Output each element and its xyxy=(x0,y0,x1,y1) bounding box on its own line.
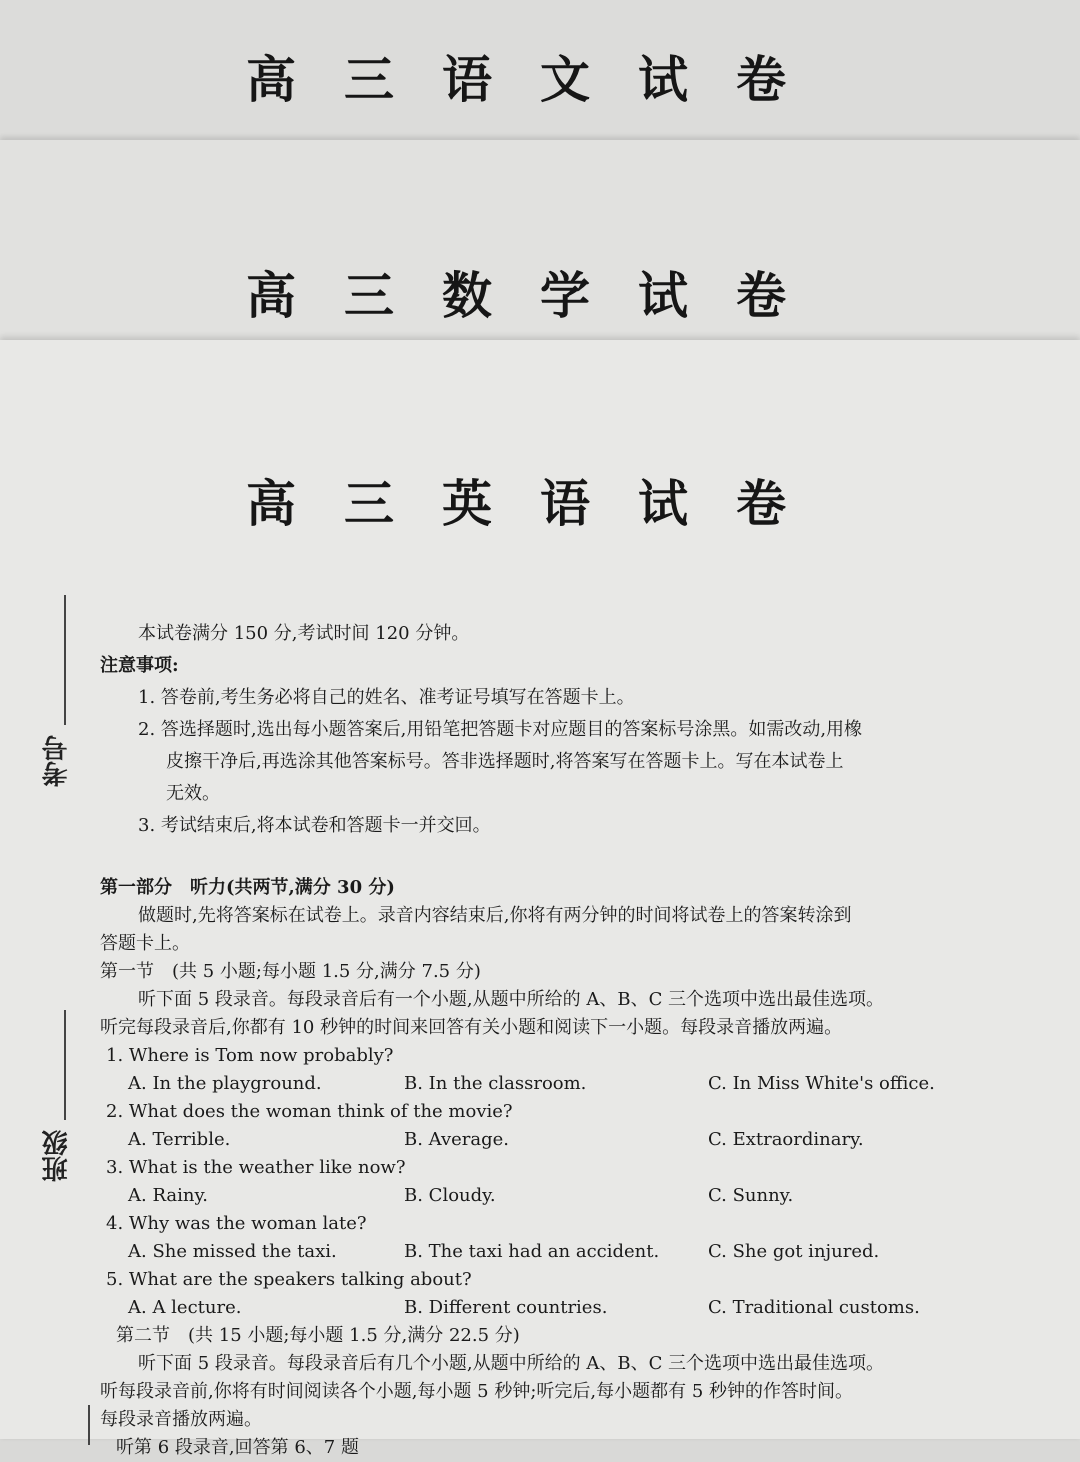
q2-option-b: B. Average. xyxy=(404,1129,509,1150)
q2-option-c: C. Extraordinary. xyxy=(708,1129,864,1150)
exam-intro: 本试卷满分 150 分,考试时间 120 分钟。 xyxy=(138,623,470,644)
exam-number-line xyxy=(64,595,66,725)
english-exam-title: 高三英语试卷 xyxy=(246,474,834,533)
section2-instruction-cont: 听每段录音前,你将有时间阅读各个小题,每小题 5 秒钟;听完后,每小题都有 5 秒钟的作答时间。 xyxy=(100,1381,854,1402)
notice-item-2-cont: 皮擦干净后,再选涂其他答案标号。答非选择题时,将答案写在答题卡上。写在本试卷上 xyxy=(166,751,844,772)
question-1-options xyxy=(100,1070,1060,1098)
section1-heading: 第一节 (共 5 小题;每小题 1.5 分,满分 7.5 分) xyxy=(100,961,481,982)
question-3: 3. What is the weather like now? xyxy=(106,1157,406,1178)
q4-option-c: C. She got injured. xyxy=(708,1241,880,1262)
exam-body xyxy=(100,620,1060,1462)
q1-option-c: C. In Miss White's office. xyxy=(708,1073,935,1094)
exam-number-label: 考号 xyxy=(42,735,72,787)
part1-instruction-cont: 答题卡上。 xyxy=(100,933,190,954)
question-5-options xyxy=(100,1294,1060,1322)
math-exam-title: 高三数学试卷 xyxy=(246,266,834,325)
q5-option-c: C. Traditional customs. xyxy=(708,1297,920,1318)
notice-item-3: 3. 考试结束后,将本试卷和答题卡一并交回。 xyxy=(138,815,491,836)
q3-option-a: A. Rainy. xyxy=(128,1185,208,1206)
question-1: 1. Where is Tom now probably? xyxy=(106,1045,394,1066)
question-4-options xyxy=(100,1238,1060,1266)
section1-instruction: 听下面 5 段录音。每段录音后有一个小题,从题中所给的 A、B、C 三个选项中选出最佳选项。 xyxy=(138,989,885,1010)
question-5: 5. What are the speakers talking about? xyxy=(106,1269,472,1290)
q3-option-b: B. Cloudy. xyxy=(404,1185,496,1206)
part1-instruction: 做题时,先将答案标在试卷上。录音内容结束后,你将有两分钟的时间将试卷上的答案转涂到 xyxy=(138,905,852,926)
class-label: 班级 xyxy=(42,1130,72,1182)
class-line xyxy=(64,1010,66,1120)
notice-heading: 注意事项: xyxy=(100,655,179,676)
q1-option-a: A. In the playground. xyxy=(128,1073,322,1094)
q4-option-b: B. The taxi had an accident. xyxy=(404,1241,660,1262)
part1-heading: 第一部分 听力(共两节,满分 30 分) xyxy=(100,877,395,898)
english-exam-sheet xyxy=(0,340,1080,1458)
question-3-options xyxy=(100,1182,1060,1210)
q3-option-c: C. Sunny. xyxy=(708,1185,794,1206)
question-4: 4. Why was the woman late? xyxy=(106,1213,367,1234)
notice-item-1: 1. 答卷前,考生务必将自己的姓名、准考证号填写在答题卡上。 xyxy=(138,687,635,708)
q1-option-b: B. In the classroom. xyxy=(404,1073,587,1094)
margin-line xyxy=(88,1405,90,1445)
section2-heading: 第二节 (共 15 小题;每小题 1.5 分,满分 22.5 分) xyxy=(116,1325,520,1346)
section2-instruction: 听下面 5 段录音。每段录音后有几个小题,从题中所给的 A、B、C 三个选项中选出最佳选项。 xyxy=(138,1353,885,1374)
notice-item-2-end: 无效。 xyxy=(166,783,220,804)
question-2: 2. What does the woman think of the movie? xyxy=(106,1101,513,1122)
q5-option-a: A. A lecture. xyxy=(128,1297,242,1318)
section1-instruction-cont: 听完每段录音后,你都有 10 秒钟的时间来回答有关小题和阅读下一小题。每段录音播放两遍。 xyxy=(100,1017,843,1038)
section2-subheading: 听第 6 段录音,回答第 6、7 题 xyxy=(116,1437,359,1458)
section2-instruction-end: 每段录音播放两遍。 xyxy=(100,1409,262,1430)
q4-option-a: A. She missed the taxi. xyxy=(128,1241,337,1262)
question-list xyxy=(100,1042,1060,1322)
q5-option-b: B. Different countries. xyxy=(404,1297,608,1318)
question-2-options xyxy=(100,1126,1060,1154)
chinese-exam-title: 高三语文试卷 xyxy=(246,50,834,109)
q2-option-a: A. Terrible. xyxy=(128,1129,231,1150)
notice-item-2: 2. 答选择题时,选出每小题答案后,用铅笔把答题卡对应题目的答案标号涂黑。如需改动,用橡 xyxy=(138,719,863,740)
